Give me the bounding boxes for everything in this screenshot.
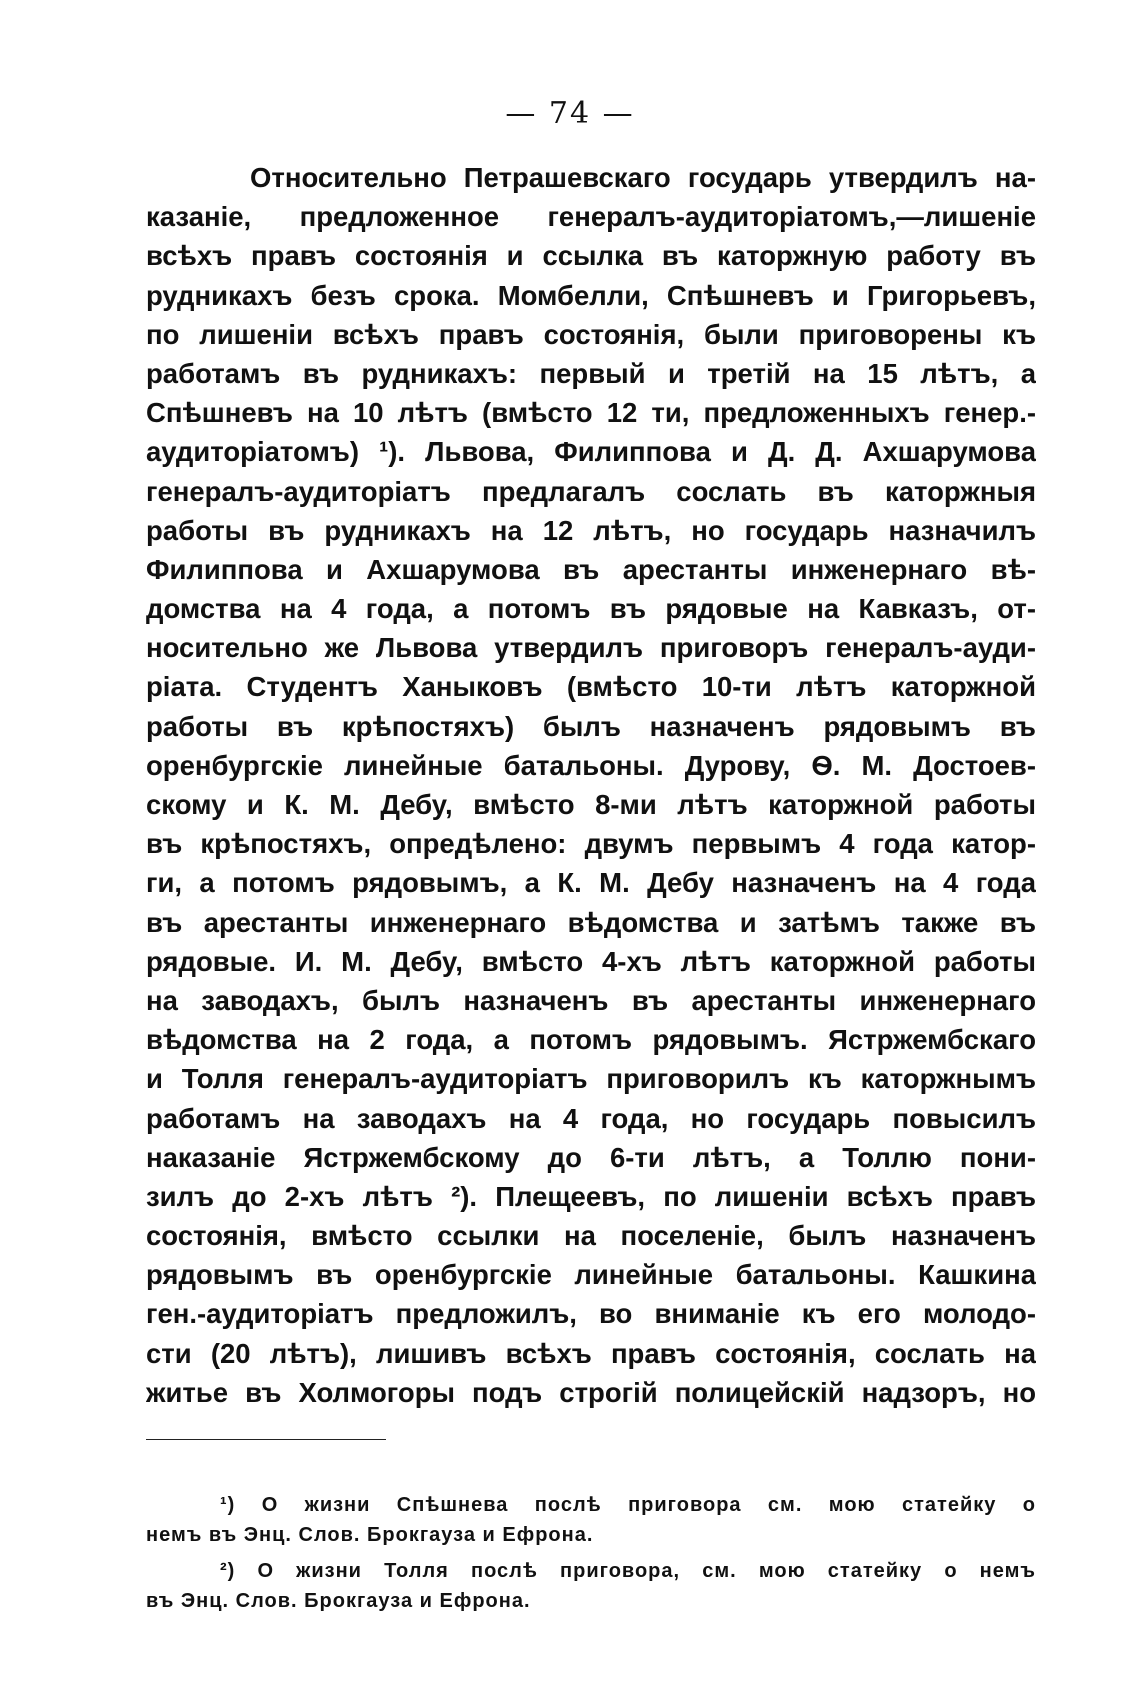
text-line: рядовымъ въ оренбургскiе линейные батальоны. Кашкина bbox=[146, 1259, 1036, 1291]
text-line: скому и К. М. Дебу, вмѣсто 8-ми лѣтъ каторжной работы bbox=[146, 789, 1036, 820]
text-line: въ арестанты инженернаго вѣдомства и затѣмъ также въ bbox=[146, 906, 1036, 938]
text-line: по лишенiи всѣхъ правъ состоянiя, были приговорены къ bbox=[146, 318, 1036, 350]
text-line: въ крѣпостяхъ, опредѣлено: двумъ первымъ 4 года катор- bbox=[146, 828, 1036, 860]
text-line: состоянiя, вмѣсто ссылки на поселенiе, былъ назначенъ bbox=[146, 1220, 1036, 1252]
text-line: житье въ Холмогоры подъ строгiй полицейскiй надзоръ, но bbox=[146, 1376, 1036, 1408]
text-line: Филиппова и Ахшарумова въ арестанты инженернаго вѣ- bbox=[146, 553, 1036, 585]
text-line: казанie, предложенное генералъ-аудиторiатомъ,—лишенiе bbox=[146, 201, 1036, 233]
text-line: домства на 4 года, а потомъ въ рядовые на Кавказъ, от- bbox=[146, 593, 1036, 625]
page-number: — 74 — bbox=[505, 96, 635, 131]
text-line: работы въ рудникахъ на 12 лѣтъ, но государь назначилъ bbox=[146, 514, 1036, 546]
text-line: работы въ крѣпостяхъ) былъ назначенъ рядовымъ въ bbox=[146, 710, 1036, 742]
text-line: на заводахъ, былъ назначенъ въ арестанты инженернаго bbox=[146, 984, 1036, 1016]
text-line: ген.-аудиторiатъ предложилъ, во вниманiе къ его молодо- bbox=[146, 1298, 1036, 1330]
footnote-1-line-1: ¹) О жизни Спѣшнева послѣ приговора см. мою статейку о bbox=[220, 1494, 1036, 1516]
text-line: носительно же Львова утвердилъ приговоръ генералъ-ауди- bbox=[146, 632, 1036, 664]
footnote-2-line-2: въ Энц. Слов. Брокгауза и Ефрона. bbox=[146, 1590, 531, 1612]
text-line: генералъ-аудиторiатъ предлагалъ сослать въ каторжныя bbox=[146, 475, 1036, 507]
footnote-2-line-1: ²) О жизни Толля послѣ приговора, см. мою статейку о немъ bbox=[220, 1560, 1036, 1582]
text-line: рiата. Студентъ Ханыковъ (вмѣсто 10-ти лѣтъ каторжной bbox=[146, 671, 1036, 703]
body-text bbox=[146, 158, 1036, 1412]
text-line: аудиторiатомъ) ¹). Львова, Филиппова и Д. Д. Ахшарумова bbox=[146, 436, 1036, 468]
text-line: оренбургскiе линейные батальоны. Дурову, Ѳ. М. Достоев- bbox=[146, 749, 1036, 781]
text-line: рудникахъ безъ срока. Момбелли, Спѣшневъ и Григорьевъ, bbox=[146, 279, 1036, 311]
text-line: рядовые. И. М. Дебу, вмѣсто 4-хъ лѣтъ каторжной работы bbox=[146, 945, 1036, 977]
footnote-divider bbox=[146, 1439, 386, 1440]
text-line: зилъ до 2-хъ лѣтъ ²). Плещеевъ, по лишенiи всѣхъ правъ bbox=[146, 1180, 1036, 1212]
text-line: Спѣшневъ на 10 лѣтъ (вмѣсто 12 ти, предложенныхъ генер.- bbox=[146, 397, 1036, 429]
text-line: работамъ въ рудникахъ: первый и третiй на 15 лѣтъ, а bbox=[146, 357, 1036, 389]
text-line: Относительно Петрашевскаго государь утвердилъ на- bbox=[250, 162, 1036, 193]
text-line: работамъ на заводахъ на 4 года, но государь повысилъ bbox=[146, 1102, 1036, 1134]
text-line: ги, а потомъ рядовымъ, а К. М. Дебу назначенъ на 4 года bbox=[146, 867, 1036, 899]
text-line: вѣдомства на 2 года, а потомъ рядовымъ. Ястржембскаго bbox=[146, 1024, 1036, 1056]
text-line: сти (20 лѣтъ), лишивъ всѣхъ правъ состоянiя, сослать на bbox=[146, 1337, 1036, 1369]
footnotes bbox=[146, 1490, 1036, 1616]
text-line: наказанiе Ястржембскому до 6-ти лѣтъ, а Толлю пони- bbox=[146, 1141, 1036, 1173]
text-line: и Толля генералъ-аудиторiатъ приговорилъ къ каторжнымъ bbox=[146, 1063, 1036, 1095]
text-line: всѣхъ правъ состоянiя и ссылка въ каторжную работу въ bbox=[146, 240, 1036, 272]
footnote-1-line-2: немъ въ Энц. Слов. Брокгауза и Ефрона. bbox=[146, 1524, 594, 1546]
